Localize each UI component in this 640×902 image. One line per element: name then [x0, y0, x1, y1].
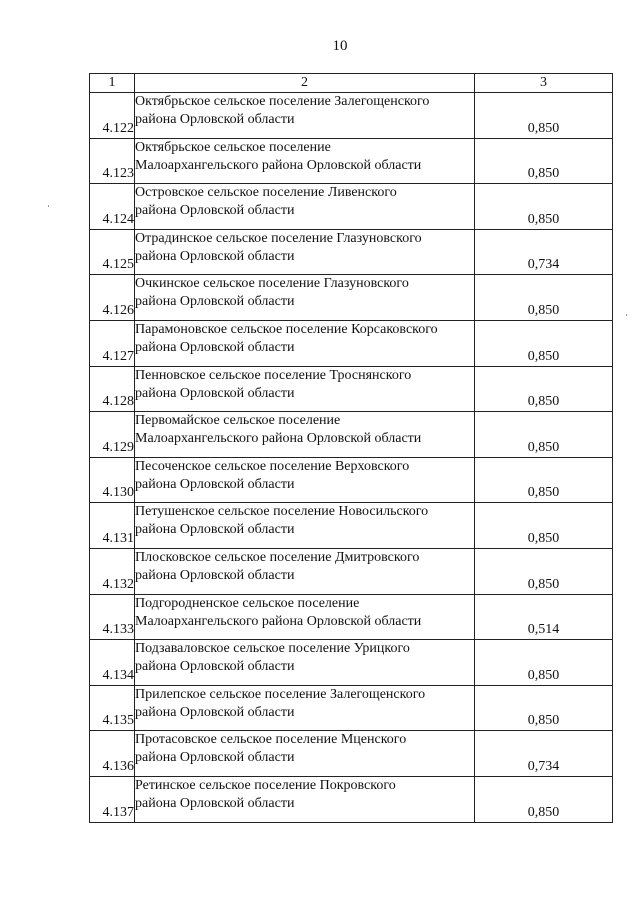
settlement-name-line-2: Малоархангельского района Орловской области: [135, 431, 422, 447]
coefficient-value: 0,850: [475, 412, 613, 458]
coefficient-value: 0,850: [475, 184, 613, 230]
settlement-name-line-1: Протасовское сельское поселение Мценского: [135, 732, 407, 748]
settlement-name: [135, 93, 475, 139]
coefficient-value: 0,850: [475, 548, 613, 594]
coefficient-value: 0,850: [475, 93, 613, 139]
settlement-name-line-2: района Орловской области: [135, 385, 295, 401]
settlement-name: [135, 184, 475, 230]
settlement-name-line-2: района Орловской области: [135, 476, 295, 492]
settlement-name-line-1: Отрадинское сельское поселение Глазуновского: [135, 230, 422, 246]
settlement-name: [135, 685, 475, 731]
settlement-name-line-1: Октябрьское сельское поселение: [135, 139, 331, 155]
coefficient-value: 0,734: [475, 229, 613, 275]
settlement-name-line-2: Малоархангельского района Орловской области: [135, 157, 422, 173]
row-number: 4.135: [90, 685, 135, 731]
settlement-name-line-1: Петушенское сельское поселение Новосильского: [135, 504, 429, 520]
row-number: 4.136: [90, 731, 135, 777]
row-number: 4.126: [90, 275, 135, 321]
settlement-name-line-2: района Орловской области: [135, 659, 295, 675]
settlement-name: [135, 229, 475, 275]
table-row: [90, 320, 613, 366]
settlement-name-line-1: Подгородненское сельское поселение: [135, 595, 360, 611]
row-number: 4.123: [90, 138, 135, 184]
settlement-name-line-2: района Орловской области: [135, 750, 295, 766]
settlement-name-line-2: района Орловской области: [135, 567, 295, 583]
settlement-name: [135, 366, 475, 412]
settlement-name-line-2: района Орловской области: [135, 294, 295, 310]
table-row: [90, 138, 613, 184]
table-row: [90, 594, 613, 640]
table-body: [90, 93, 613, 823]
row-number: 4.133: [90, 594, 135, 640]
settlement-name: [135, 320, 475, 366]
table-row: [90, 275, 613, 321]
settlement-name-line-2: района Орловской области: [135, 203, 295, 219]
table-row: [90, 548, 613, 594]
table-row: [90, 457, 613, 503]
row-number: 4.132: [90, 548, 135, 594]
settlement-name-line-2: района Орловской области: [135, 522, 295, 538]
settlement-name: [135, 731, 475, 777]
table-header-row: [90, 74, 613, 93]
coefficient-value: 0,514: [475, 594, 613, 640]
settlement-name-line-2: района Орловской области: [135, 704, 295, 720]
coefficient-value: 0,850: [475, 275, 613, 321]
page-number: 10: [332, 38, 348, 54]
table-row: [90, 640, 613, 686]
settlement-name-line-1: Октябрьское сельское поселение Залегощенского: [135, 94, 430, 109]
settlement-name-line-1: Пенновское сельское поселение Троснянского: [135, 367, 412, 383]
settlement-name-line-2: района Орловской области: [135, 795, 295, 811]
coefficient-value: 0,850: [475, 366, 613, 412]
settlement-name: [135, 457, 475, 503]
column-header-2: 2: [135, 74, 475, 93]
settlement-name: [135, 412, 475, 458]
table-row: [90, 412, 613, 458]
settlement-name: [135, 640, 475, 686]
settlement-name: [135, 594, 475, 640]
coefficient-value: 0,850: [475, 640, 613, 686]
row-number: 4.130: [90, 457, 135, 503]
row-number: 4.122: [90, 93, 135, 139]
row-number: 4.137: [90, 776, 135, 822]
coefficient-value: 0,850: [475, 138, 613, 184]
column-header-1: 1: [90, 74, 135, 93]
table-row: [90, 776, 613, 822]
row-number: 4.128: [90, 366, 135, 412]
row-number: 4.124: [90, 184, 135, 230]
settlement-name-line-1: Очкинское сельское поселение Глазуновского: [135, 276, 409, 292]
settlement-name-line-1: Парамоновское сельское поселение Корсаковского: [135, 321, 438, 337]
settlement-name-line-1: Первомайское сельское поселение: [135, 413, 341, 429]
settlement-name-line-1: Песоченское сельское поселение Верховского: [135, 458, 410, 474]
settlement-name-line-2: Малоархангельского района Орловской области: [135, 613, 422, 629]
row-number: 4.131: [90, 503, 135, 549]
settlement-name-line-1: Прилепское сельское поселение Залегощенского: [135, 686, 426, 702]
coefficient-value: 0,850: [475, 457, 613, 503]
data-table: [89, 73, 613, 823]
table-row: [90, 366, 613, 412]
table-row: [90, 503, 613, 549]
table-row: [90, 93, 613, 139]
row-number: 4.127: [90, 320, 135, 366]
coefficient-value: 0,850: [475, 776, 613, 822]
column-header-3: 3: [475, 74, 613, 93]
coefficient-value: 0,850: [475, 320, 613, 366]
settlement-name-line-2: района Орловской области: [135, 339, 295, 355]
table-row: [90, 184, 613, 230]
settlement-name: [135, 138, 475, 184]
settlement-name: [135, 548, 475, 594]
coefficient-value: 0,850: [475, 503, 613, 549]
settlement-name-line-1: Ретинское сельское поселение Покровского: [135, 777, 396, 793]
settlement-name: [135, 503, 475, 549]
coefficient-value: 0,850: [475, 685, 613, 731]
scan-speck: [48, 205, 49, 207]
row-number: 4.134: [90, 640, 135, 686]
table-row: [90, 229, 613, 275]
row-number: 4.129: [90, 412, 135, 458]
coefficient-value: 0,734: [475, 731, 613, 777]
settlement-name: [135, 275, 475, 321]
settlement-name-line-1: Подзаваловское сельское поселение Урицкого: [135, 641, 410, 657]
settlement-name-line-1: Островское сельское поселение Ливенского: [135, 185, 397, 201]
settlement-name-line-2: района Орловской области: [135, 248, 295, 264]
settlement-name-line-2: района Орловской области: [135, 112, 295, 127]
row-number: 4.125: [90, 229, 135, 275]
settlement-name: [135, 776, 475, 822]
scan-speck: [626, 314, 627, 316]
settlement-name-line-1: Плосковское сельское поселение Дмитровского: [135, 549, 420, 565]
table-row: [90, 731, 613, 777]
table-row: [90, 685, 613, 731]
